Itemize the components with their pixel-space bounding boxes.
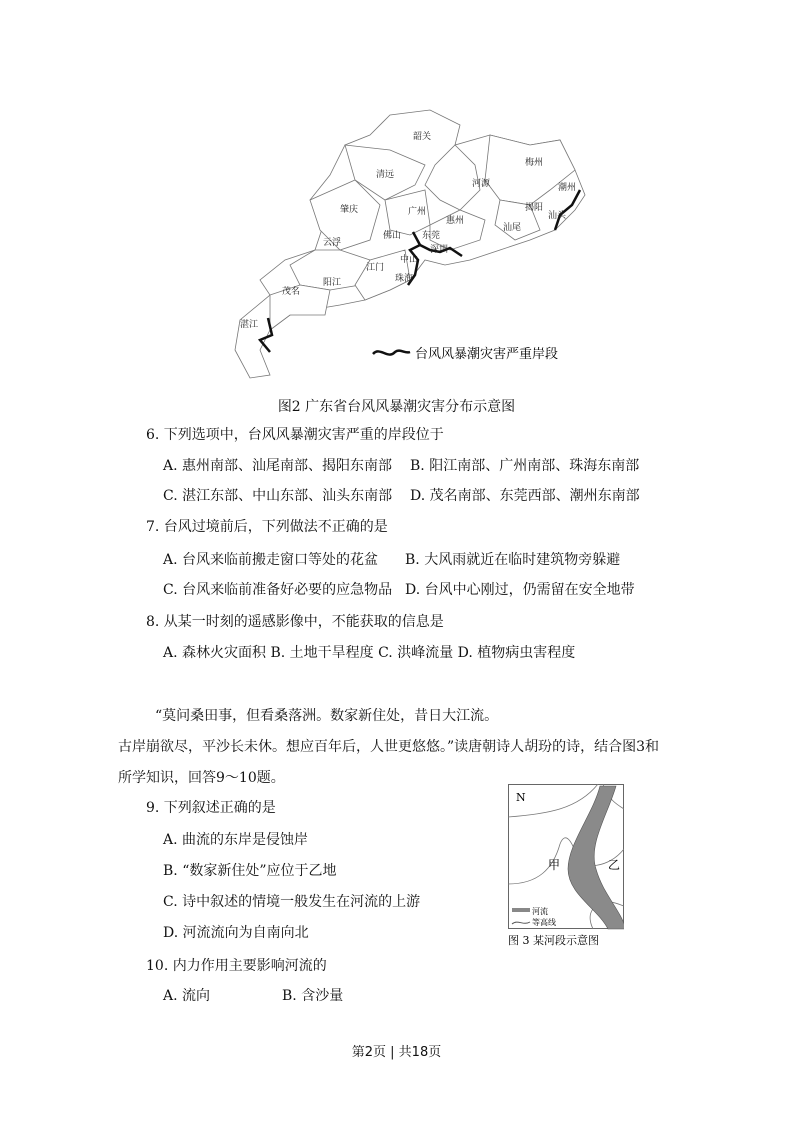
q6-stem: 6. 下列选项中，台风风暴潮灾害严重的岸段位于 bbox=[146, 427, 444, 443]
q10-option-a: A. 流向 bbox=[163, 988, 211, 1004]
q9-option-a: A. 曲流的东岸是侵蚀岸 bbox=[163, 832, 309, 848]
map-label-meizhou: 梅州 bbox=[525, 158, 544, 168]
q7-option-d: D. 台风中心刚过，仍需留在安全地带 bbox=[405, 582, 635, 598]
label-yi: 乙 bbox=[608, 858, 621, 872]
q10-option-b: B. 含沙量 bbox=[282, 988, 344, 1004]
q9-option-c: C. 诗中叙述的情境一般发生在河流的上游 bbox=[163, 894, 421, 910]
q9-option-d: D. 河流流向为自南向北 bbox=[163, 925, 309, 941]
map-label-zhuhai: 珠海 bbox=[395, 274, 414, 284]
map-label-foshan: 佛山 bbox=[383, 231, 402, 241]
q8-options: A. 森林火灾面积 B. 土地干旱程度 C. 洪峰流量 D. 植物病虫害程度 bbox=[163, 645, 576, 661]
q9-stem: 9. 下列叙述正确的是 bbox=[146, 800, 276, 816]
map-label-jiangmen: 江门 bbox=[366, 263, 385, 273]
q7-stem: 7. 台风过境前后，下列做法不正确的是 bbox=[146, 519, 388, 535]
map-label-shaoguan: 韶关 bbox=[413, 132, 432, 142]
legend-river: 河流 bbox=[532, 907, 548, 916]
map-label-zhongshan: 中山 bbox=[400, 255, 419, 265]
map-label-jieyang: 揭阳 bbox=[525, 203, 544, 213]
map-label-huizhou: 惠州 bbox=[446, 216, 465, 226]
q7-option-a: A. 台风来临前搬走窗口等处的花盆 bbox=[163, 552, 379, 568]
map-label-yangjiang: 阳江 bbox=[323, 278, 342, 288]
map-label-dongguan: 东莞 bbox=[422, 231, 441, 241]
map-label-shanwei: 汕尾 bbox=[503, 223, 522, 233]
map-label-shantou: 汕头 bbox=[548, 211, 567, 221]
map-label-guangzhou: 广州 bbox=[408, 207, 427, 217]
north-arrow: N bbox=[516, 791, 526, 804]
map-label-maoming: 茂名 bbox=[282, 287, 301, 297]
map-label-yunfu: 云浮 bbox=[323, 238, 342, 248]
label-jia: 甲 bbox=[548, 858, 561, 872]
river-legend-swatch bbox=[512, 908, 530, 912]
guangdong-typhoon-map bbox=[230, 90, 600, 380]
legend-contour: 等高线 bbox=[532, 918, 556, 927]
map-label-qingyuan: 清远 bbox=[376, 170, 395, 180]
legend-line-sample bbox=[373, 351, 410, 355]
map-label-zhaoqing: 肇庆 bbox=[340, 205, 359, 215]
q8-stem: 8. 从某一时刻的遥感影像中，不能获取的信息是 bbox=[146, 614, 444, 630]
poem-line-2: 古岸崩欲尽，平沙长未休。想应百年后，人世更悠悠。”读唐朝诗人胡玢的诗，结合图3和 bbox=[118, 739, 660, 755]
map-label-heyuan: 河源 bbox=[472, 179, 491, 189]
q6-option-d: D. 茂名南部、东莞西部、潮州东南部 bbox=[410, 488, 640, 504]
figure3-caption: 图 3 某河段示意图 bbox=[508, 934, 599, 946]
figure3-river-diagram bbox=[508, 784, 624, 946]
map-legend-label: 台风风暴潮灾害严重岸段 bbox=[415, 347, 559, 362]
page-footer: 第2页 | 共18页 bbox=[351, 1045, 442, 1060]
q7-option-b: B. 大风雨就近在临时建筑物旁躲避 bbox=[405, 552, 621, 568]
q10-stem: 10. 内力作用主要影响河流的 bbox=[146, 958, 327, 974]
q7-option-c: C. 台风来临前准备好必要的应急物品 bbox=[163, 582, 393, 598]
q6-option-b: B. 阳江南部、广州南部、珠海东南部 bbox=[410, 458, 640, 474]
poem-line-1: “莫问桑田事，但看桑落洲。数家新住处，昔日大江流。 bbox=[155, 708, 499, 724]
map-label-chaozhou: 潮州 bbox=[558, 183, 577, 193]
figure2-caption: 图2 广东省台风风暴潮灾害分布示意图 bbox=[277, 399, 516, 415]
map-label-zhanjiang: 湛江 bbox=[240, 320, 259, 330]
q6-option-c: C. 湛江东部、中山东部、汕头东南部 bbox=[163, 488, 393, 504]
poem-line-3: 所学知识，回答9～10题。 bbox=[118, 770, 285, 786]
q9-option-b: B. “数家新住处”应位于乙地 bbox=[163, 863, 337, 879]
map-label-shenzhen: 深圳 bbox=[430, 245, 449, 255]
q6-option-a: A. 惠州南部、汕尾南部、揭阳东南部 bbox=[163, 458, 393, 474]
